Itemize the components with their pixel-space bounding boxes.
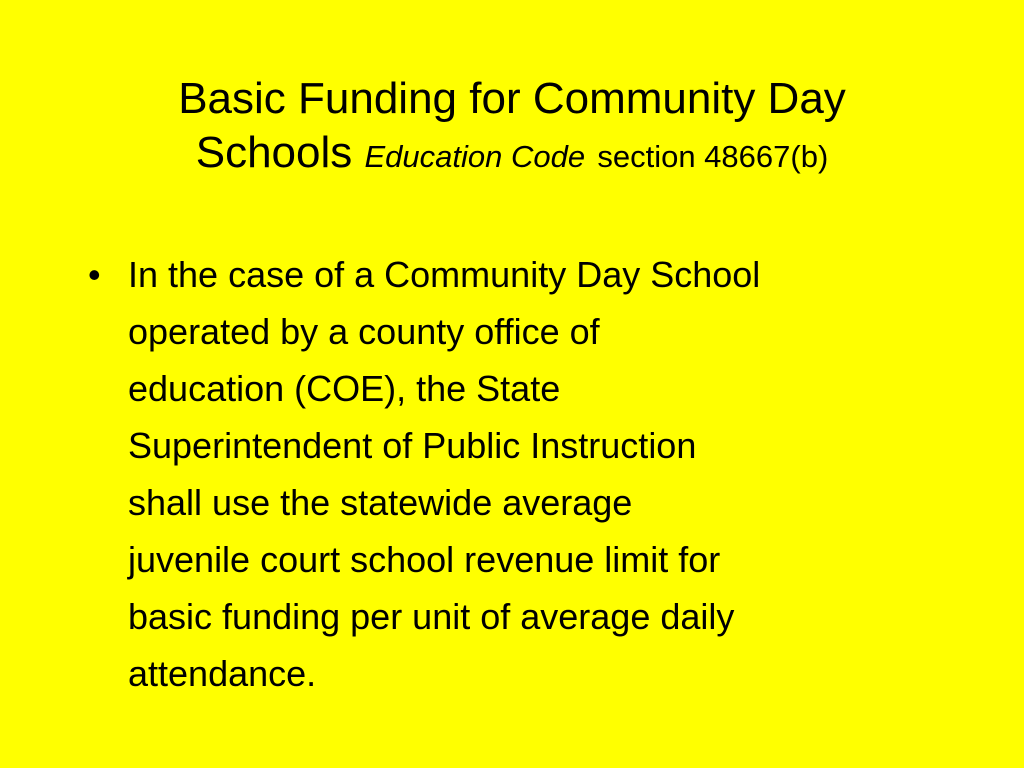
bullet-text — [128, 246, 948, 702]
bullet-item — [88, 246, 948, 702]
bullet-line-7: basic funding per unit of average daily — [128, 596, 735, 637]
title-schools: Schools — [195, 127, 353, 177]
bullet-line-1: In the case of a Community Day School — [128, 254, 761, 295]
title-line-1: Basic Funding for Community Day — [178, 74, 846, 123]
bullet-line-6: juvenile court school revenue limit for — [128, 539, 721, 580]
title-section-reference: section 48667(b) — [597, 138, 829, 174]
slide-body — [88, 246, 948, 702]
title-education-code: Education Code — [364, 138, 586, 174]
bullet-line-8: attendance. — [128, 653, 317, 694]
slide-title — [60, 72, 964, 179]
bullet-line-3: education (COE), the State — [128, 368, 561, 409]
title-line-2 — [60, 126, 964, 180]
bullet-line-4: Superintendent of Public Instruction — [128, 425, 697, 466]
bullet-icon: • — [88, 254, 101, 295]
bullet-line-5: shall use the statewide average — [128, 482, 633, 523]
bullet-line-2: operated by a county office of — [128, 311, 600, 352]
